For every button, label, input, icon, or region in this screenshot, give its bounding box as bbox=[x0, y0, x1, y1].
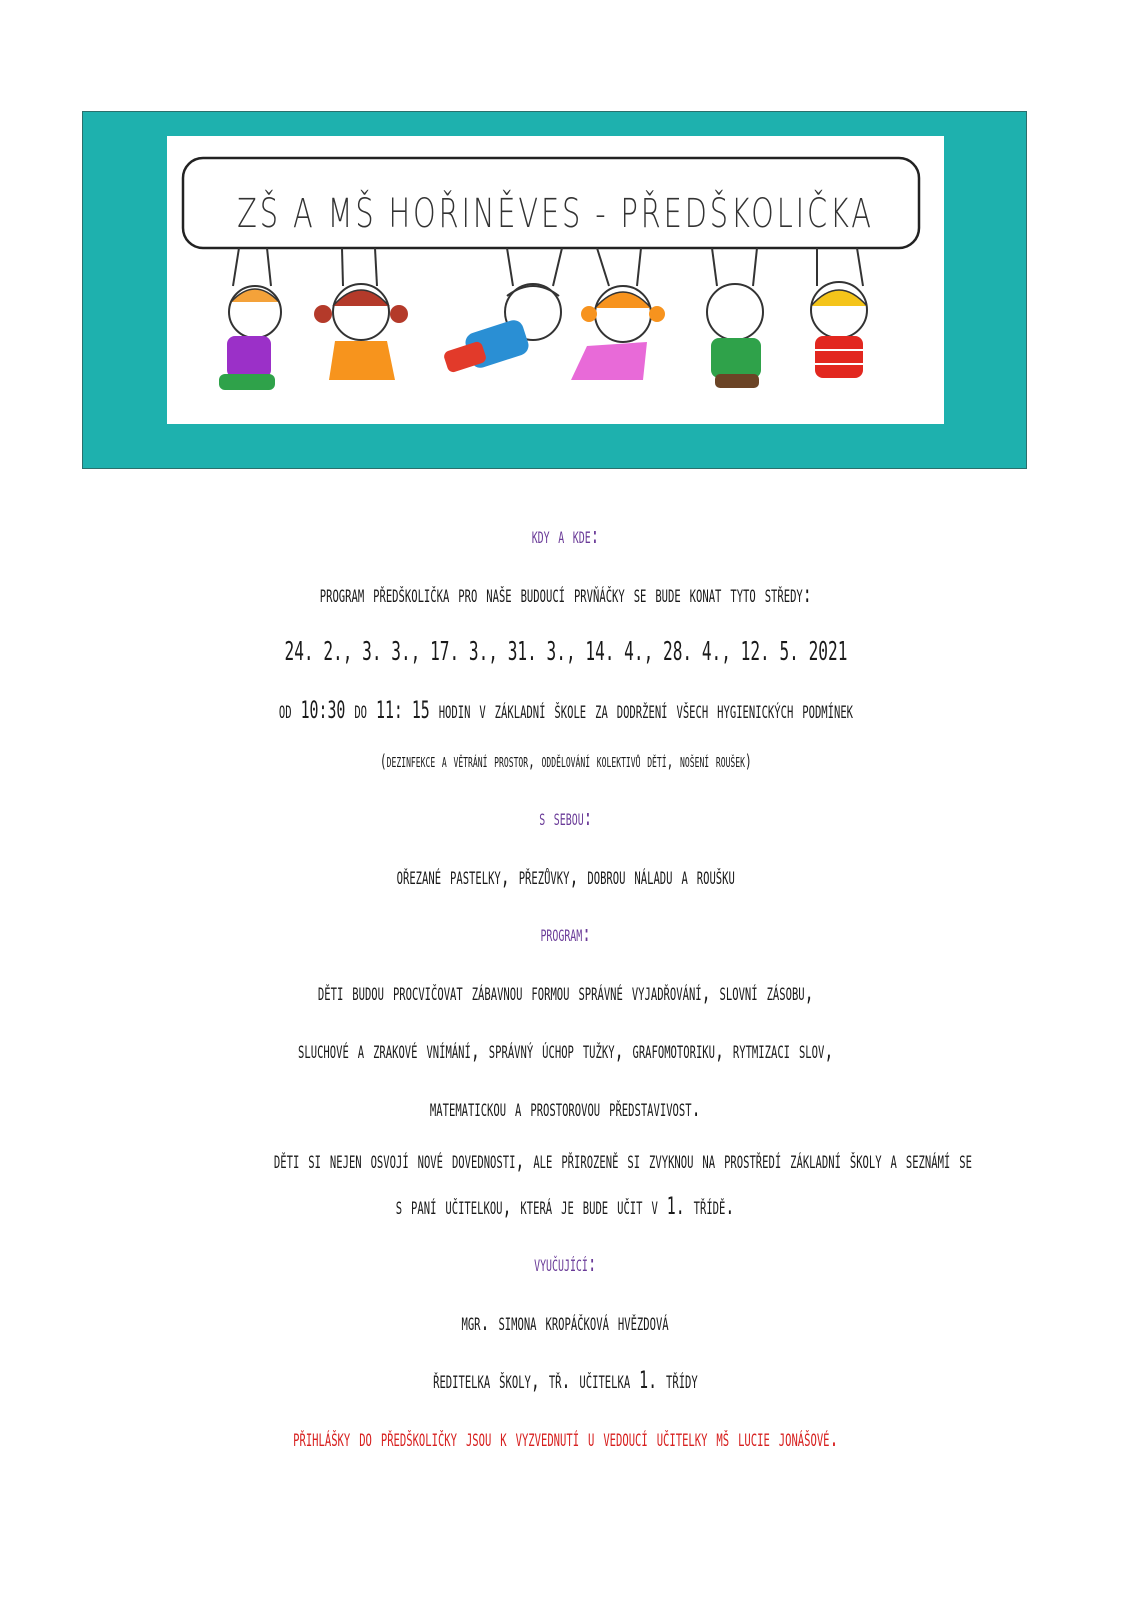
child-5 bbox=[707, 248, 763, 388]
child-3 bbox=[443, 248, 562, 374]
program-time: od 10:30 do 11: 15 hodin v základní škole za dodržení všech hygienických podmínek bbox=[278, 696, 853, 724]
signup-notice: přihlášky do předškoličky jsou k vyzvednutí u vedoucí učitelky mš lucie jonášové. bbox=[292, 1424, 839, 1452]
header-banner bbox=[82, 111, 1027, 469]
program-dates: 24. 2., 3. 3., 17. 3., 31. 3., 14. 4., 28. 4., 12. 5. 2021 bbox=[284, 637, 847, 667]
child-2 bbox=[314, 248, 408, 380]
heading-bring: s sebou: bbox=[538, 805, 593, 831]
heading-program: program: bbox=[540, 921, 591, 947]
heading-teacher: vyučující: bbox=[534, 1251, 597, 1277]
bring-items: ořezané pastelky, přezůvky, dobrou náladu a roušku bbox=[396, 862, 735, 890]
child-6 bbox=[811, 248, 867, 378]
banner-title: ZŠ A MŠ HOŘINĚVES - PŘEDŠKOLIČKA bbox=[237, 191, 874, 237]
heading-when-where: kdy a kde: bbox=[531, 523, 600, 549]
program-intro: program předškolička pro naše budoucí prvňáčky se bude konat tyto středy: bbox=[319, 580, 812, 608]
program-line-5: s paní učitelkou, která je bude učit v 1. třídě. bbox=[396, 1192, 735, 1220]
teacher-name: mgr. simona kropáčková hvězdová bbox=[461, 1308, 670, 1336]
child-1 bbox=[219, 248, 281, 390]
program-line-1: děti budou procvičovat zábavnou formou správné vyjadřování, slovní zásobu, bbox=[317, 978, 814, 1006]
program-line-4: děti si nejen osvojí nové dovednosti, ale přirozeně si zvyknou na prostředí základní školy a seznámí se bbox=[273, 1146, 972, 1174]
banner-panel bbox=[167, 136, 944, 424]
program-line-2: sluchové a zrakové vnímání, správný úchop tužky, grafomotoriku, rytmizaci slov, bbox=[297, 1036, 834, 1064]
child-4 bbox=[571, 248, 665, 380]
program-line-3: matematickou a prostorovou představivost. bbox=[430, 1094, 701, 1122]
teacher-role: ředitelka školy, tř. učitelka 1. třídy bbox=[433, 1366, 698, 1394]
flyer-content bbox=[60, 510, 1071, 1470]
hygiene-note: (dezinfekce a větrání prostor, oddělování kolektivů dětí, nošení roušek) bbox=[379, 751, 752, 772]
